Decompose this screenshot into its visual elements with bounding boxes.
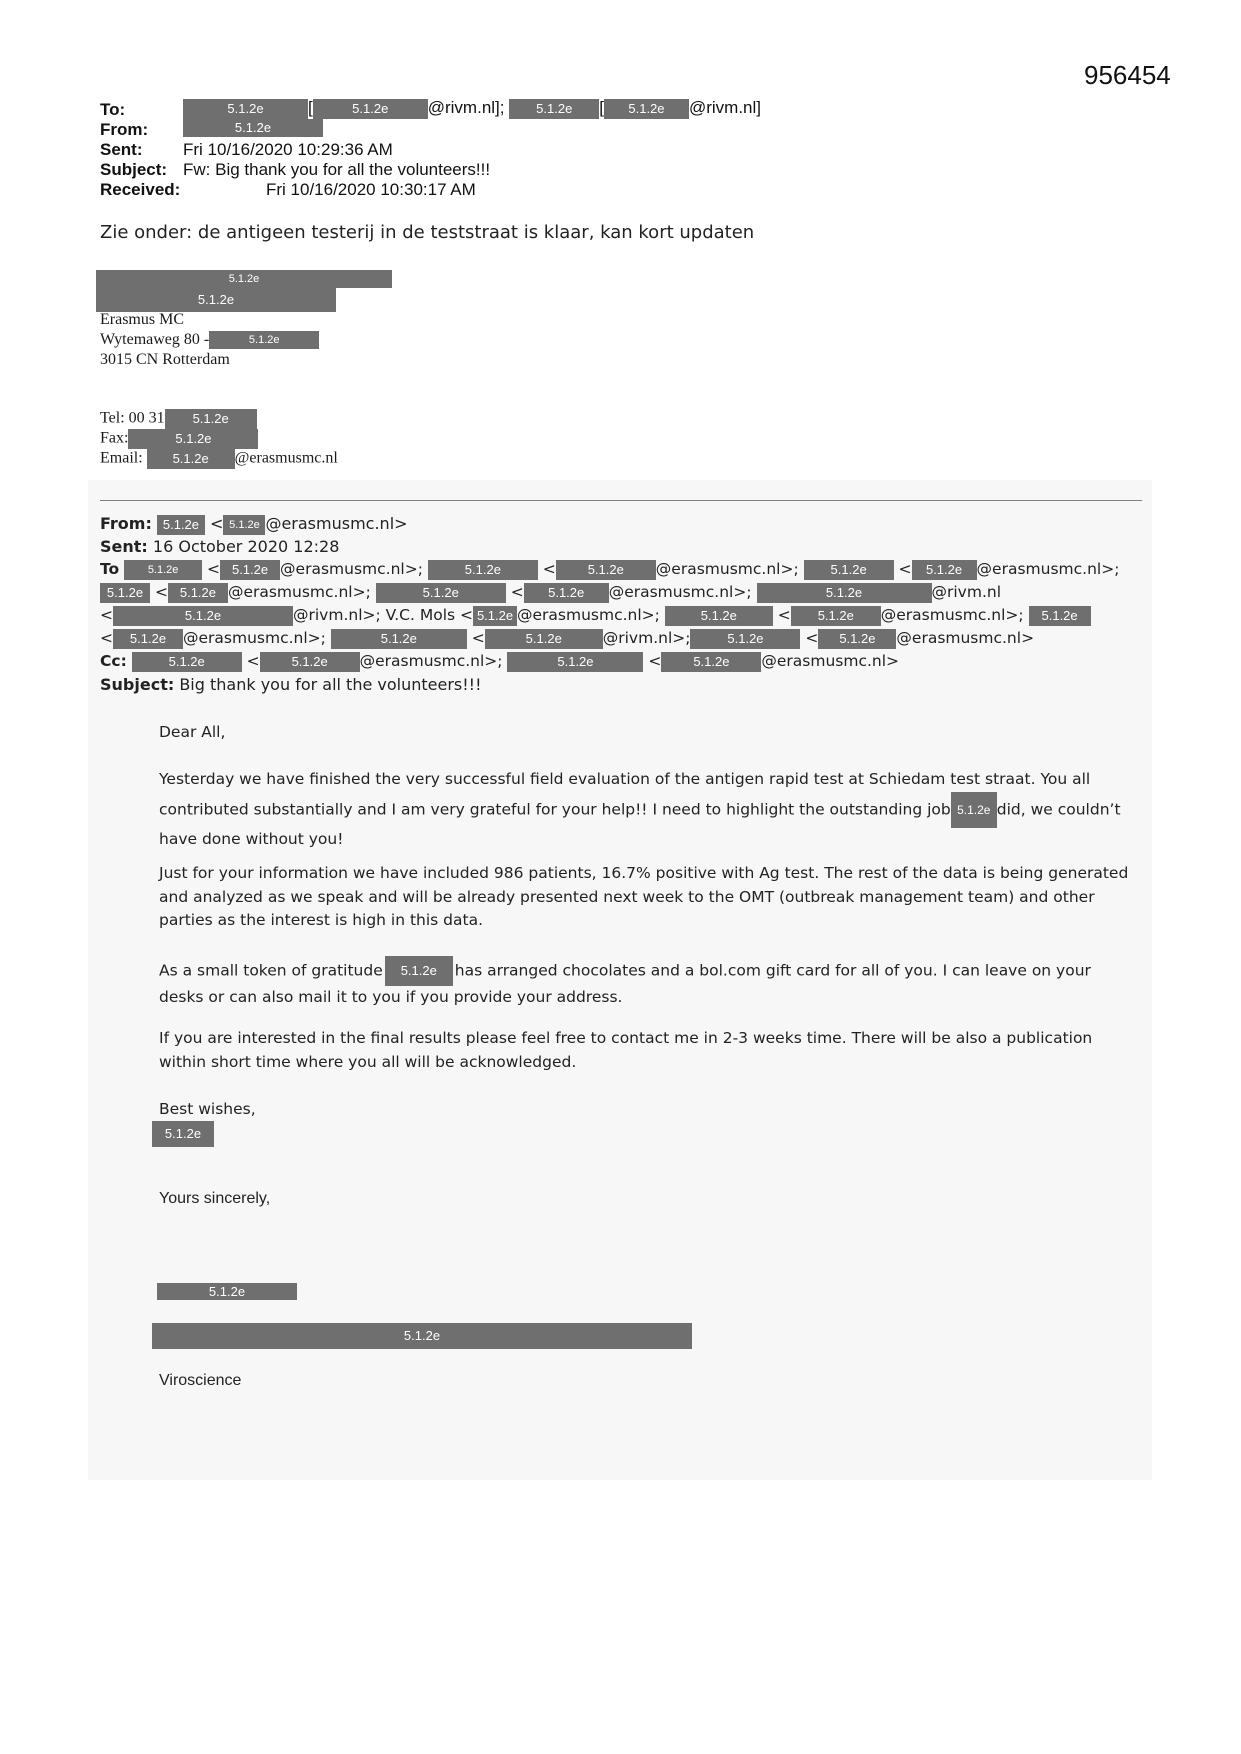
lt: < xyxy=(100,606,113,624)
lt: < xyxy=(542,560,556,578)
fax-label: Fax: xyxy=(100,429,129,447)
signature-address xyxy=(100,331,319,349)
received-value: Fri 10/16/2020 10:30:17 AM xyxy=(266,180,476,199)
lt: < xyxy=(805,629,819,647)
redaction: 5.1.2e xyxy=(157,1283,297,1300)
fw-sent-row xyxy=(100,535,339,558)
redaction: 5.1.2e xyxy=(791,606,881,626)
redaction: 5.1.2e xyxy=(331,629,467,649)
redaction: 5.1.2e xyxy=(168,583,228,603)
redaction: 5.1.2e xyxy=(96,270,392,288)
redaction: 5.1.2e xyxy=(524,583,609,603)
from-label: From: xyxy=(100,120,149,139)
redaction: 5.1.2e xyxy=(757,583,932,603)
redaction: 5.1.2e xyxy=(183,99,308,119)
redaction: 5.1.2e xyxy=(152,1323,692,1349)
signature-org: Erasmus MC xyxy=(100,311,184,328)
p3-text-a: As a small token of gratitude xyxy=(159,961,383,980)
bracket: [ xyxy=(308,98,313,117)
tel-prefix: Tel: 00 31 xyxy=(100,409,165,427)
redaction: 5.1.2e xyxy=(223,515,265,535)
redaction: 5.1.2e xyxy=(485,629,603,649)
redaction: 5.1.2e xyxy=(113,606,293,626)
redaction: 5.1.2e xyxy=(804,560,894,580)
p1-text-a: Yesterday we have finished the very successful field evaluation of the antigen rapid test at Schiedam test straat. You all contributed substantially and I am very grateful for your help!! I need to highlight the outstanding job xyxy=(159,770,1091,818)
department: Viroscience xyxy=(159,1372,242,1389)
redaction: 5.1.2e xyxy=(124,560,202,580)
redaction: 5.1.2e xyxy=(313,99,428,119)
fw-address: @erasmusmc.nl>; xyxy=(655,560,799,578)
fw-address: @rivm.nl>; V.C. Mols < xyxy=(293,606,474,624)
header-to-row xyxy=(100,100,125,120)
redaction: 5.1.2e xyxy=(147,449,235,469)
message-paragraph-3 xyxy=(159,956,1129,1010)
fw-cc-row xyxy=(100,650,899,673)
redaction: 5.1.2e xyxy=(665,606,773,626)
bracket: [ xyxy=(599,98,604,117)
p3-text-b: has arranged chocolates and a bol.com gift card for all of you. I can leave on your desks or can also mail it to you if you provide your address. xyxy=(159,961,1091,1006)
fw-address: @erasmusmc.nl>; xyxy=(359,652,503,670)
email-domain: @erasmusmc.nl xyxy=(234,449,338,467)
redaction: 5.1.2e xyxy=(818,629,896,649)
redaction: 5.1.2e xyxy=(507,652,643,672)
signature-city: 3015 CN Rotterdam xyxy=(100,351,230,368)
redaction: 5.1.2e xyxy=(209,331,319,349)
redaction: 5.1.2e xyxy=(376,583,506,603)
fw-address: @rivm.nl xyxy=(931,583,1002,601)
redaction: 5.1.2e xyxy=(951,792,997,828)
fw-to-label: To xyxy=(100,560,120,578)
fw-address: @rivm.nl>; xyxy=(602,629,691,647)
fw-address: @erasmusmc.nl>; xyxy=(227,583,371,601)
redaction: 5.1.2e xyxy=(690,629,800,649)
fw-subject-row xyxy=(100,673,482,696)
header-subject-row xyxy=(100,160,167,180)
header-received-row xyxy=(100,180,180,200)
fw-address: @erasmusmc.nl>; xyxy=(976,560,1120,578)
signature-tel xyxy=(100,409,257,429)
to-label: To: xyxy=(100,100,126,119)
redaction: 5.1.2e xyxy=(509,99,599,119)
signature-fax xyxy=(100,429,258,449)
redaction: 5.1.2e xyxy=(912,560,977,580)
subject-value: Fw: Big thank you for all the volunteers!!! xyxy=(183,160,491,179)
redaction: 5.1.2e xyxy=(100,583,150,603)
message-paragraph-1 xyxy=(159,768,1129,851)
lt: < xyxy=(100,629,113,647)
address-prefix: Wytemaweg 80 - xyxy=(100,331,210,348)
redaction: 5.1.2e xyxy=(128,429,258,449)
signature-email xyxy=(100,449,338,469)
header-from-row xyxy=(100,120,148,140)
lt: < xyxy=(898,560,912,578)
fw-sent-value: 16 October 2020 12:28 xyxy=(152,537,340,556)
to-address-2: @rivm.nl] xyxy=(688,98,762,117)
lt: < xyxy=(246,652,260,670)
intro-text: Zie onder: de antigeen testerij in de teststraat is klaar, kan kort updaten xyxy=(100,222,755,243)
redaction: 5.1.2e xyxy=(183,119,323,137)
lt: < xyxy=(210,514,224,533)
redaction: 5.1.2e xyxy=(1029,606,1091,626)
redaction: 5.1.2e xyxy=(661,652,761,672)
fw-from-row xyxy=(100,512,408,535)
redaction: 5.1.2e xyxy=(165,409,257,429)
fw-to-line-3 xyxy=(100,604,1091,627)
redaction: 5.1.2e xyxy=(113,629,183,649)
fw-address: @erasmusmc.nl> xyxy=(896,629,1035,647)
sent-label: Sent: xyxy=(100,140,143,159)
fw-address: @erasmusmc.nl>; xyxy=(280,560,423,578)
fw-from-domain: @erasmusmc.nl> xyxy=(265,514,408,533)
message-paragraph-2: Just for your information we have included 986 patients, 16.7% positive with Ag test. The rest of the data is being generated and analyzed as we speak and will be already presented next week to the OMT (outbreak management team) and other parties as the interest is high in this data. xyxy=(159,864,1129,929)
document-number: 956454 xyxy=(1084,60,1171,90)
lt: < xyxy=(777,606,791,624)
redaction: 5.1.2e xyxy=(152,1121,214,1147)
redaction: 5.1.2e xyxy=(385,956,453,986)
header-to-values xyxy=(183,98,761,119)
redaction: 5.1.2e xyxy=(96,288,336,312)
email-label: Email: xyxy=(100,449,143,467)
redaction: 5.1.2e xyxy=(132,652,242,672)
fw-subject-value: Big thank you for all the volunteers!!! xyxy=(179,675,482,694)
lt: < xyxy=(154,583,168,601)
message-greeting: Dear All, xyxy=(159,723,226,741)
received-label: Received: xyxy=(100,180,181,199)
to-address-1: @rivm.nl]; xyxy=(427,98,505,117)
redaction: 5.1.2e xyxy=(428,560,538,580)
redaction: 5.1.2e xyxy=(157,515,205,535)
redaction: 5.1.2e xyxy=(556,560,656,580)
lt: < xyxy=(648,652,662,670)
redaction: 5.1.2e xyxy=(473,606,517,626)
fw-address: @erasmusmc.nl> xyxy=(761,652,900,670)
redaction: 5.1.2e xyxy=(220,560,280,580)
fw-address: @erasmusmc.nl>; xyxy=(880,606,1024,624)
lt: < xyxy=(471,629,485,647)
fw-to-line-1 xyxy=(100,558,1119,581)
yours-sincerely: Yours sincerely, xyxy=(159,1190,271,1207)
fw-address: @erasmusmc.nl>; xyxy=(517,606,660,624)
message-closing: Best wishes, xyxy=(159,1100,256,1118)
redaction: 5.1.2e xyxy=(604,99,689,119)
divider xyxy=(100,500,1142,501)
sent-value: Fri 10/16/2020 10:29:36 AM xyxy=(183,140,393,159)
lt: < xyxy=(207,560,221,578)
fw-to-line-4 xyxy=(100,627,1034,650)
fw-from-label: From: xyxy=(100,514,152,533)
fw-to-line-2 xyxy=(100,581,1001,604)
subject-label: Subject: xyxy=(100,160,168,179)
fw-sent-label: Sent: xyxy=(100,537,148,556)
fw-subject-label: Subject: xyxy=(100,675,175,694)
p1-text-b: did, we couldn’t have done without you! xyxy=(159,800,1121,848)
message-paragraph-4: If you are interested in the final results please feel free to contact me in 2-3 weeks time. There will be also a publication within short time where you all will be acknowledged. xyxy=(159,1029,1093,1071)
fw-address: @erasmusmc.nl>; xyxy=(608,583,752,601)
fw-cc-label: Cc: xyxy=(100,652,127,670)
redaction: 5.1.2e xyxy=(260,652,360,672)
header-sent-row xyxy=(100,140,143,160)
fw-address: @erasmusmc.nl>; xyxy=(183,629,326,647)
lt: < xyxy=(510,583,524,601)
